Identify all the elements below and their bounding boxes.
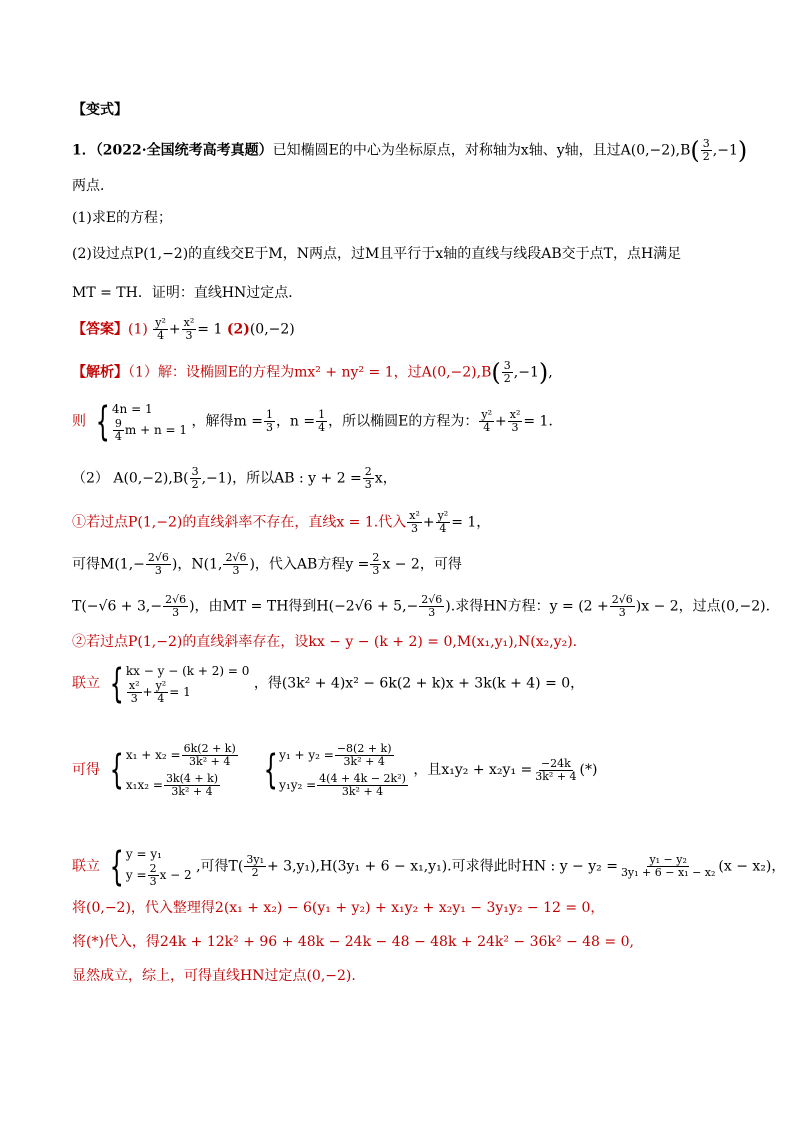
conclusion-line bbox=[72, 966, 356, 986]
answer-1-label: (1) bbox=[128, 321, 148, 338]
solution-text-1: （1）解：设椭圆E的方程为mx² + ny² = 1，过A(0,−2),B bbox=[128, 364, 492, 381]
cross-sum: ，且x₁y₂ + x₂y₁ = bbox=[413, 762, 533, 778]
answer-eq: = 1 bbox=[197, 321, 223, 338]
system-1-label: 联立 bbox=[72, 675, 100, 692]
conclusion-text: 显然成立，综上，可得直线HN过定点(0,−2). bbox=[72, 968, 356, 984]
solution-text-2e: = 1． bbox=[523, 413, 563, 430]
cross-sum-num: −24k bbox=[540, 756, 571, 770]
solution-line-3: （2） A(0,−2),B( $\frac{3}{2}$ ,−1)，所以AB : y + 2 = $\frac{2}{3}$ x， bbox=[72, 465, 397, 491]
star-mark: (*) bbox=[579, 762, 598, 778]
vieta-sum-y: y₁ + y₂ = bbox=[279, 748, 334, 762]
vieta-prod-y-num: 4(4 + 4k − 2k²) bbox=[319, 772, 406, 785]
system-1-row-1: kx − y − (k + 2) = 0 bbox=[125, 664, 250, 678]
subst-line-1 bbox=[72, 898, 604, 918]
system-row-1: 4n = 1 bbox=[111, 402, 153, 416]
vieta-sum-y-num: −8(2 + k) bbox=[336, 742, 392, 755]
vieta-prod-x-num: 3k(4 + k) bbox=[165, 772, 219, 785]
part-1: (1)求E的方程； bbox=[72, 210, 173, 226]
vieta-label: 可得 bbox=[72, 762, 100, 778]
part-2: (2)设过点P(1,−2)的直线交E于M，N两点，过M且平行于x轴的直线与线段AB交于点T，点H满足 bbox=[72, 246, 682, 262]
cross-sum-den: 3k² + 4 bbox=[535, 769, 577, 783]
hn-slope-num: y₁ − y₂ bbox=[649, 853, 687, 866]
solution-text-3b: ,−1)，所以AB : y + 2 = bbox=[201, 470, 362, 487]
question-1: 1．（2022·全国统考高考真题）已知椭圆E的中心为坐标原点，对称轴为x轴、y轴，且过A(0,−2),B( $\frac{3}{2}$ ,−1) bbox=[72, 136, 748, 165]
solution-label: 【解析】 bbox=[72, 364, 128, 381]
system-1-line: 联立 { kx − y − (k + 2) = 0 $\frac{\text{x²}}{3}$ + $\frac{\text{y²}}{4}$ = 1 ，得(3k² + 4)x² − 6k(2 + k)x + 3k(k + 4) = 0， bbox=[72, 660, 585, 707]
system-1-result: ，得(3k² + 4)x² − 6k(2 + k)x + 3k(k + 4) = 0， bbox=[253, 675, 585, 692]
case-1-ab-b: x − 2，可得 bbox=[382, 556, 462, 573]
solution-text-2b: ，解得m = bbox=[191, 413, 263, 430]
vieta-sum-x: x₁ + x₂ = bbox=[125, 748, 181, 762]
subst-line-2 bbox=[72, 932, 634, 952]
system-2-row-1: y = y₁ bbox=[125, 847, 162, 861]
answer-2-value: (0,−2) bbox=[249, 321, 295, 338]
solution-line-1: 【解析】（1）解：设椭圆E的方程为mx² + ny² = 1，过A(0,−2),B( $\frac{3}{2}$ ,−1), bbox=[72, 358, 553, 387]
vieta-line: 可得 { x₁ + x₂ = $\frac{6k(2 + k)}{\text{3k² + 4}}$ x₁x₂ = $\frac{3k(4 + k)}{\text{3k² + 4}}$ { y₁ + y₂ = $\frac{-8(2 + k)}{\text{3k² + 4}}$ y₁y₂ = $\frac{\text{4(4 + 4k − 2k²)}}{\text{3k² + 4}}$ ，且x₁y₂ + x₂y₁ = $\frac{-24k}{\text{3k² + 4}}$ (*) bbox=[72, 742, 598, 798]
hn-equation-end: (x − x₂)， bbox=[718, 858, 786, 875]
case-1-h: )，由MT = TH得到H(−2√6 + 5,− bbox=[189, 598, 419, 615]
solution-text-2c: ，n = bbox=[275, 413, 316, 430]
vieta-sum-x-den: 3k² + 4 bbox=[189, 755, 231, 768]
system-2-row-2b: x − 2 bbox=[159, 868, 192, 882]
vieta-sum-y-den: 3k² + 4 bbox=[343, 755, 385, 768]
part-2-cont: MT = TH．证明：直线HN过定点． bbox=[72, 285, 303, 301]
vieta-prod-x-den: 3k² + 4 bbox=[171, 785, 213, 798]
hn-slope-den: 3y₁ + 6 − x₁ − x₂ bbox=[620, 866, 716, 879]
solution-text-3c: x， bbox=[374, 470, 397, 487]
vieta-prod-y-den: 3k² + 4 bbox=[341, 785, 384, 798]
answer-line: 【答案】(1) $\frac{\text{y²}}{4}$ + $\frac{\text{x²}}{3}$ = 1 (2)(0,−2) bbox=[72, 316, 295, 342]
system-2-line: 联立 { y = y₁ y = $\frac{2}{3}$ x − 2 ,可得T( $\frac{\text{3y₁}}{2}$ + 3,y₁),H(3y₁ + 6 − x₁,y₁).可求得此时HN : y − y₂ = $\frac{\text{y₁ − y₂}}{\text{3y₁ + 6 − x₁ − x₂}}$ (x − x₂)， bbox=[72, 843, 786, 890]
answer-label: 【答案】 bbox=[72, 321, 128, 338]
case-1-line-2: 可得M(1,− $\frac{2√6}{3}$ )，N(1, $\frac{2√6}{3}$ )，代入AB方程y = $\frac{2}{3}$ x − 2，可得 bbox=[72, 551, 462, 577]
question-source: 1．（2022·全国统考高考真题） bbox=[72, 142, 273, 159]
case-1-text-b: = 1， bbox=[451, 514, 491, 531]
case-1-n: )，N(1, bbox=[171, 556, 223, 573]
solution-text-2a: 则 bbox=[72, 413, 86, 430]
case-1-t: T(−√6 + 3,− bbox=[72, 598, 163, 615]
answer-2-label: (2) bbox=[226, 321, 250, 338]
case-1-hn: ).求得HN方程：y = (2 + bbox=[445, 598, 609, 615]
hn-equation: + 3,y₁),H(3y₁ + 6 − x₁,y₁).可求得此时HN : y − y₂ = bbox=[266, 858, 618, 875]
case-1-hn-b: )x − 2，过点(0,−2). bbox=[635, 598, 771, 615]
tangent-t: ,可得T( bbox=[196, 858, 244, 875]
case-1-line: ①若过点P(1,−2)的直线斜率不存在，直线x = 1.代入 $\frac{\text{x²}}{3}$ + $\frac{\text{y²}}{4}$ = 1， bbox=[72, 509, 491, 535]
solution-text-2d: ，所以椭圆E的方程为： bbox=[328, 413, 479, 430]
system-2-label: 联立 bbox=[72, 858, 100, 875]
subst-text-1: 将(0,−2)，代入整理得2(x₁ + x₂) − 6(y₁ + y₂) + x₁y₂ + x₂y₁ − 3y₁y₂ − 12 = 0， bbox=[72, 900, 605, 916]
solution-text-3: （2） A(0,−2),B( bbox=[72, 470, 189, 487]
case-1-m: 可得M(1,− bbox=[72, 556, 145, 573]
subst-text-2: 将(*)代入，得24k + 12k² + 96 + 48k − 24k − 48 − 48k + 24k² − 36k² − 48 = 0, bbox=[72, 934, 634, 950]
solution-line-2: 则 { 4n = 1 $\frac{9}{4}$ m + n = 1 ，解得m = $\frac{1}{3}$ ，n = $\frac{1}{4}$ ，所以椭圆E的方程为： $\frac{\text{y²}}{4}$ + $\frac{\text{x²}}{3}$ = 1． bbox=[72, 398, 563, 445]
vieta-sum-x-num: 6k(2 + k) bbox=[183, 742, 236, 755]
case-2-line: ②若过点P(1,−2)的直线斜率存在，设kx − y − (k + 2) = 0,M(x₁,y₁),N(x₂,y₂). bbox=[72, 634, 578, 650]
vieta-prod-y: y₁y₂ = bbox=[279, 778, 317, 792]
case-1-text: ①若过点P(1,−2)的直线斜率不存在，直线x = 1.代入 bbox=[72, 514, 407, 531]
case-1-line-3: T(−√6 + 3,− $\frac{2√6}{3}$ )，由MT = TH得到H(−2√6 + 5,− $\frac{2√6}{3}$ ).求得HN方程：y = (2 + $\frac{2√6}{3}$ )x − 2，过点(0,−2). bbox=[72, 593, 771, 619]
vieta-prod-x: x₁x₂ = bbox=[125, 778, 163, 792]
heading: 【变式】 bbox=[72, 102, 128, 118]
question-text: 已知椭圆E的中心为坐标原点，对称轴为x轴、y轴，且过A(0,−2),B bbox=[272, 142, 691, 159]
system-2-row-2a: y = bbox=[125, 868, 147, 882]
case-1-ab: )，代入AB方程y = bbox=[249, 556, 370, 573]
question-text-cont: 两点． bbox=[72, 178, 114, 194]
